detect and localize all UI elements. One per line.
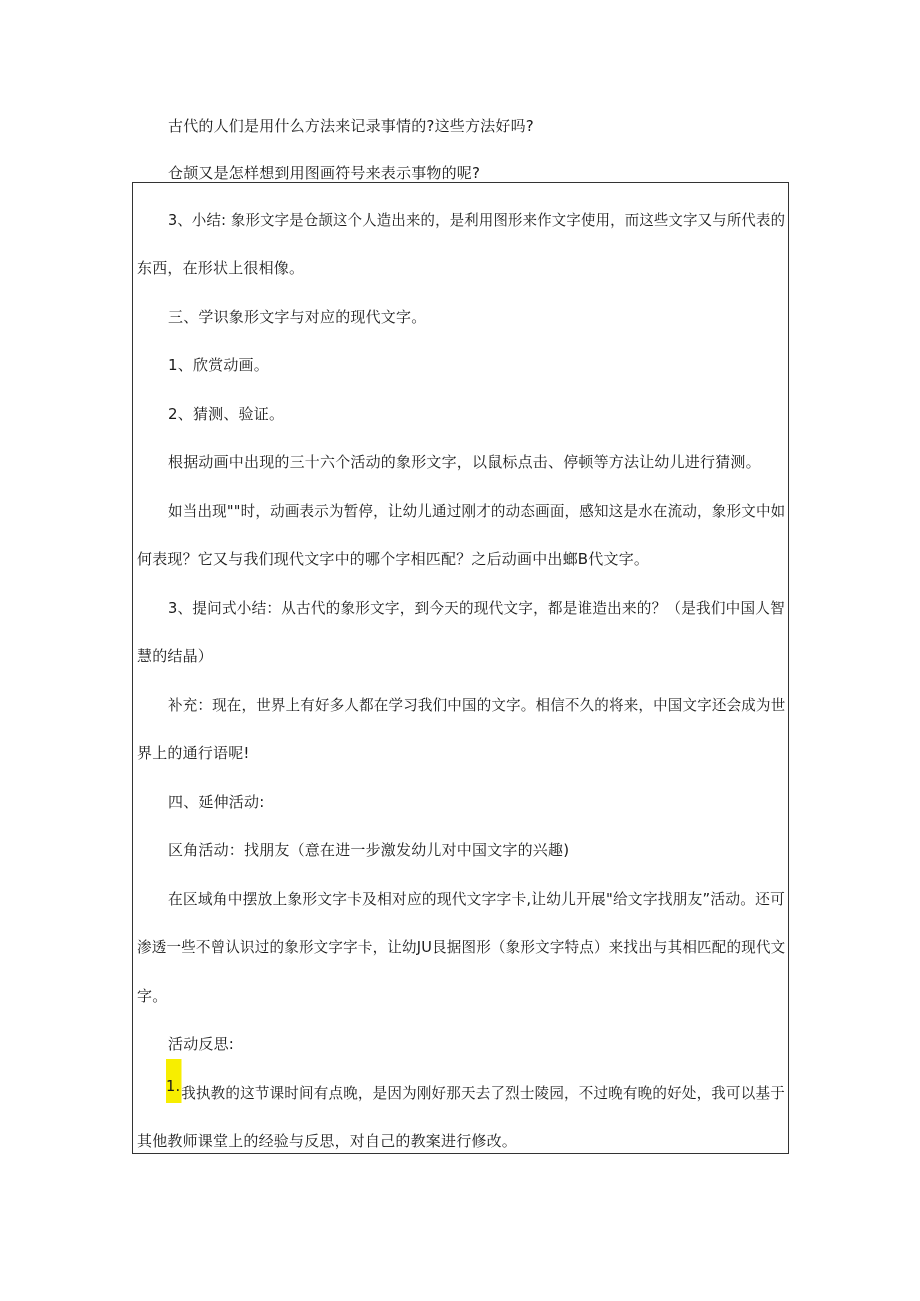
text-line: 古代的人们是用什么方法来记录事情的?这些方法好吗? — [168, 117, 534, 135]
highlighted-number: 1. — [166, 1059, 181, 1103]
text-line: 界上的通行语呢! — [137, 744, 250, 762]
text-line: 1、欣赏动画。 — [168, 356, 269, 374]
text-line: 活动反思: — [168, 1035, 235, 1053]
text-line: 根据动画中出现的三十六个活动的象形文字，以鼠标点击、停顿等方法让幼儿进行猜测。 — [168, 453, 761, 471]
text-line: 区角活动：找朋友（意在进一步激发幼儿对中国文字的兴趣) — [168, 841, 570, 859]
text-line: 何表现？它又与我们现代文字中的哪个字相匹配？之后动画中出螂B代文字。 — [137, 550, 650, 568]
text-line: 如当出现""时，动画表示为暂停，让幼儿通过刚才的动态画面，感知这是水在流动，象形文中如 — [168, 502, 786, 520]
text-line: 3、提问式小结：从古代的象形文字，到今天的现代文字，都是谁造出来的？（是我们中国人智 — [168, 599, 785, 617]
content-table-border — [132, 182, 789, 1154]
text-span: 我执教的这节课时间有点晚，是因为刚好那天去了烈士陵园，不过晚有晚的好处，我可以基于 — [181, 1084, 785, 1102]
text-line: 仓颉又是怎样想到用图画符号来表示事物的呢? — [168, 164, 481, 182]
text-line: 在区域角中摆放上象形文字卡及相对应的现代文字字卡,让幼儿开展"给文字找朋友”活动。还可 — [168, 890, 786, 908]
text-line: 其他教师课堂上的经验与反思，对自己的教案进行修改。 — [137, 1132, 518, 1150]
text-line: 四、延伸活动: — [168, 793, 265, 811]
text-line: 慧的结晶） — [137, 647, 214, 665]
text-line: 东西，在形状上很相像。 — [137, 259, 305, 277]
text-line: 2、猜测、验证。 — [168, 405, 285, 423]
text-line: 三、学识象形文字与对应的现代文字。 — [168, 308, 427, 326]
text-line: 字。 — [137, 987, 168, 1005]
text-line: 补充：现在，世界上有好多人都在学习我们中国的文字。相信不久的将来，中国文字还会成为世 — [168, 696, 786, 714]
text-line: 渗透一些不曾认识过的象形文字字卡，让幼JU艮据图形（象形文字特点）来找出与其相匹配的现代文 — [137, 938, 786, 956]
text-line: 3、小结: 象形文字是仓颉这个人造出来的，是利用图形来作文字使用，而这些文字又与所代表的 — [168, 211, 786, 229]
text-line — [166, 1077, 785, 1103]
